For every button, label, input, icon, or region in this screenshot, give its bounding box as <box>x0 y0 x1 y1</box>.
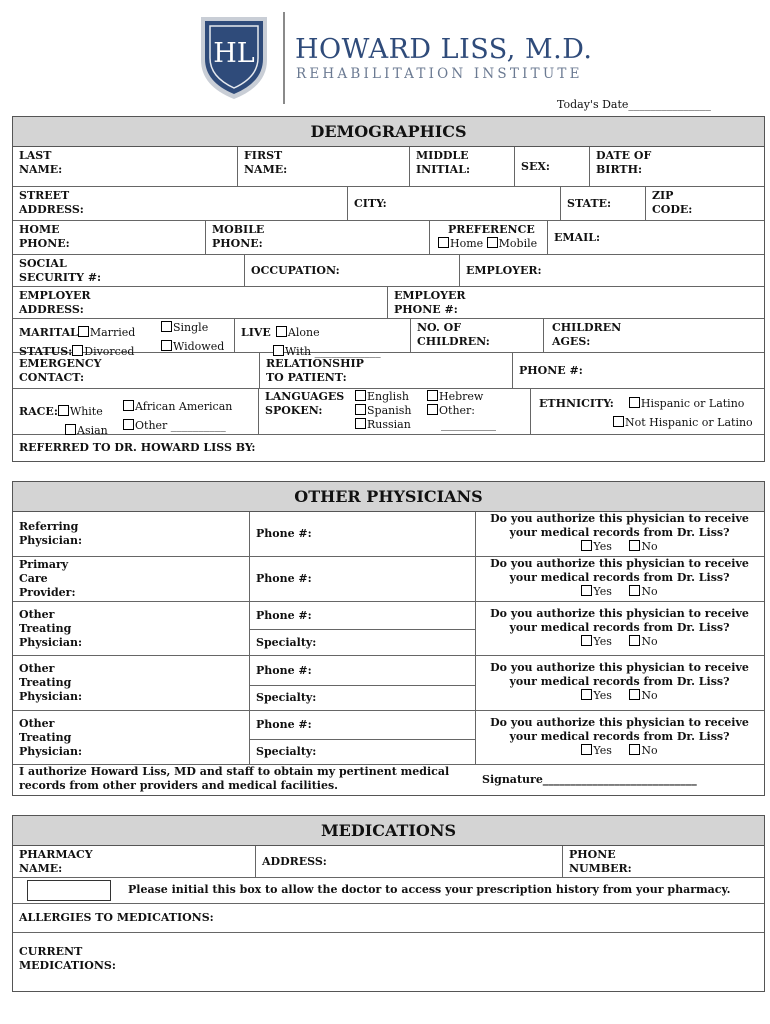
sex-field[interactable]: SEX: <box>515 147 590 186</box>
other-physicians-section <box>12 481 765 796</box>
primary-care-provider-field[interactable]: Primary Care Provider: <box>13 557 250 601</box>
lang-other-checkbox[interactable] <box>427 404 438 415</box>
ssn-field[interactable]: SOCIAL SECURITY #: <box>13 255 245 286</box>
authorize-question: Do you authorize this physician to receive your medical records from Dr. Liss? Yes No <box>490 716 749 757</box>
authorize-question: Do you authorize this physician to receive your medical records from Dr. Liss? Yes No <box>490 607 749 648</box>
physician-row <box>13 557 764 602</box>
hl-shield-logo <box>198 14 270 102</box>
hispanic-checkbox[interactable] <box>629 397 640 408</box>
authorize-question: Do you authorize this physician to receive your medical records from Dr. Liss? Yes No <box>490 661 749 702</box>
brand-name: HOWARD LISS, M.D. <box>295 34 593 65</box>
lang-hebrew-checkbox[interactable] <box>427 390 438 401</box>
ethnicity-field: ETHNICITY: Hispanic or Latino Not Hispanic or Latino <box>539 397 753 429</box>
street-address-field[interactable]: STREET ADDRESS: <box>13 187 348 220</box>
allergies-row <box>13 904 764 933</box>
referred-by-field[interactable]: REFERRED TO DR. HOWARD LISS BY: <box>19 441 256 454</box>
pref-home-checkbox[interactable] <box>438 237 449 248</box>
referred-row <box>13 435 764 461</box>
race-asian-checkbox[interactable] <box>65 424 76 435</box>
race-field: RACE: White African American Asian Other __________ <box>13 389 259 434</box>
middle-initial-field[interactable]: MIDDLE INITIAL: <box>410 147 515 186</box>
languages-field: LANGUAGES SPOKEN: English Spanish Russian Hebrew Other: __________ <box>259 389 531 434</box>
pharmacy-row <box>13 846 764 878</box>
pharmacy-address-field[interactable]: ADDRESS: <box>256 846 563 877</box>
phone-specialty-cell <box>250 711 476 764</box>
date-of-birth-field[interactable]: DATE OF BIRTH: <box>596 149 652 176</box>
race-african-american-checkbox[interactable] <box>123 400 134 411</box>
physician-phone-field[interactable]: Phone #: <box>250 711 475 740</box>
allergies-field[interactable]: ALLERGIES TO MEDICATIONS: <box>19 911 214 924</box>
medications-section <box>12 815 765 992</box>
authorize-yes-checkbox[interactable] <box>581 744 592 755</box>
authorize-yes-checkbox[interactable] <box>581 689 592 700</box>
demographics-section <box>12 116 765 462</box>
email-field[interactable]: EMAIL: <box>554 230 601 244</box>
physician-phone-field[interactable]: Phone #: <box>250 557 476 601</box>
header-divider <box>283 12 285 104</box>
first-name-field[interactable]: FIRST NAME: <box>238 147 410 186</box>
emergency-contact-field[interactable]: EMERGENCY CONTACT: <box>13 353 260 388</box>
race-white-checkbox[interactable] <box>58 405 69 416</box>
initial-instruction: Please initial this box to allow the doctor to access your prescription history from your pharmacy. <box>128 883 731 896</box>
page-header <box>0 0 770 116</box>
physician-specialty-field[interactable]: Specialty: <box>256 691 317 704</box>
address-row <box>13 187 764 221</box>
authorize-question: Do you authorize this physician to receive your medical records from Dr. Liss? Yes No <box>490 557 749 598</box>
physician-phone-field[interactable]: Phone #: <box>250 512 476 556</box>
lang-spanish-checkbox[interactable] <box>355 404 366 415</box>
physician-row <box>13 711 764 765</box>
pref-mobile-checkbox[interactable] <box>487 237 498 248</box>
authorization-statement: I authorize Howard Liss, MD and staff to obtain my pertinent medical records from other providers and medical facilities. <box>19 765 450 792</box>
initial-row <box>13 878 764 904</box>
pharmacy-phone-field[interactable]: PHONE NUMBER: <box>569 848 632 875</box>
authorize-question: Do you authorize this physician to receive your medical records from Dr. Liss? Yes No <box>490 512 749 553</box>
brand-subtitle: REHABILITATION INSTITUTE <box>296 66 583 82</box>
pharmacy-name-field[interactable]: PHARMACY NAME: <box>13 846 256 877</box>
authorize-no-checkbox[interactable] <box>629 585 640 596</box>
physician-row <box>13 602 764 656</box>
physician-specialty-field[interactable]: Specialty: <box>256 745 317 758</box>
ssn-row <box>13 255 764 287</box>
widowed-checkbox[interactable] <box>161 340 172 351</box>
current-medications-field[interactable]: CURRENT MEDICATIONS: <box>19 945 116 972</box>
lang-english-checkbox[interactable] <box>355 390 366 401</box>
phone-specialty-cell <box>250 656 476 710</box>
authorize-yes-checkbox[interactable] <box>581 540 592 551</box>
employer-address-field[interactable]: EMPLOYER ADDRESS: <box>13 287 388 318</box>
other-treating-physician-field[interactable]: Other Treating Physician: <box>13 602 250 655</box>
phone-specialty-cell <box>250 602 476 655</box>
physician-row <box>13 512 764 557</box>
race-other-checkbox[interactable] <box>123 419 134 430</box>
occupation-field[interactable]: OCCUPATION: <box>245 255 460 286</box>
children-ages-field[interactable]: CHILDREN AGES: <box>552 321 622 348</box>
initial-box[interactable] <box>27 880 111 901</box>
other-treating-physician-field[interactable]: Other Treating Physician: <box>13 656 250 710</box>
authorize-yes-checkbox[interactable] <box>581 585 592 596</box>
physician-phone-field[interactable]: Phone #: <box>250 602 475 630</box>
demographics-title: DEMOGRAPHICS <box>13 117 764 147</box>
not-hispanic-checkbox[interactable] <box>613 416 624 427</box>
authorize-no-checkbox[interactable] <box>629 540 640 551</box>
signature-field[interactable]: Signature____________________________ <box>482 773 697 786</box>
emergency-phone-field[interactable]: PHONE #: <box>519 363 583 377</box>
relationship-field[interactable]: RELATIONSHIP TO PATIENT: <box>260 353 513 388</box>
state-field[interactable]: STATE: <box>561 187 646 220</box>
race-row <box>13 389 764 435</box>
home-phone-field[interactable]: HOME PHONE: <box>13 221 206 254</box>
single-checkbox[interactable] <box>161 321 172 332</box>
authorize-no-checkbox[interactable] <box>629 635 640 646</box>
physician-specialty-field[interactable]: Specialty: <box>256 635 317 649</box>
referring-physician-field[interactable]: Referring Physician: <box>13 512 250 556</box>
last-name-field[interactable]: LAST NAME: <box>13 147 238 186</box>
mobile-phone-field[interactable]: MOBILE PHONE: <box>206 221 430 254</box>
authorize-no-checkbox[interactable] <box>629 744 640 755</box>
logo-letters: HL <box>213 38 255 69</box>
zip-code-field[interactable]: ZIP CODE: <box>652 189 693 216</box>
other-treating-physician-field[interactable]: Other Treating Physician: <box>13 711 250 764</box>
employer-field[interactable]: EMPLOYER: <box>466 263 542 277</box>
lang-other-line[interactable]: __________ <box>441 418 496 431</box>
live-field: LIVE Alone With ____________ <box>235 319 411 352</box>
physician-row <box>13 656 764 711</box>
alone-checkbox[interactable] <box>276 326 287 337</box>
current-medications-row <box>13 933 764 991</box>
emergency-row <box>13 353 764 389</box>
phone-row <box>13 221 764 255</box>
phone-preference-field: PREFERENCE Home Mobile <box>430 221 548 254</box>
name-row <box>13 147 764 187</box>
number-of-children-field[interactable]: NO. OF CHILDREN: <box>411 319 544 352</box>
marital-row <box>13 319 764 358</box>
married-checkbox[interactable] <box>78 326 89 337</box>
employer-phone-field[interactable]: EMPLOYER PHONE #: <box>394 289 466 316</box>
authorization-row <box>13 765 764 795</box>
authorize-no-checkbox[interactable] <box>629 689 640 700</box>
physician-phone-field[interactable]: Phone #: <box>250 656 475 686</box>
authorize-yes-checkbox[interactable] <box>581 635 592 646</box>
other-physicians-title: OTHER PHYSICIANS <box>13 482 764 512</box>
medications-title: MEDICATIONS <box>13 816 764 846</box>
lang-russian-checkbox[interactable] <box>355 418 366 429</box>
city-field[interactable]: CITY: <box>348 187 561 220</box>
todays-date-field[interactable]: Today's Date_______________ <box>557 98 711 111</box>
marital-status-field: MARITAL Married Single STATUS: Divorced Widowed <box>13 319 235 352</box>
employer-row <box>13 287 764 319</box>
